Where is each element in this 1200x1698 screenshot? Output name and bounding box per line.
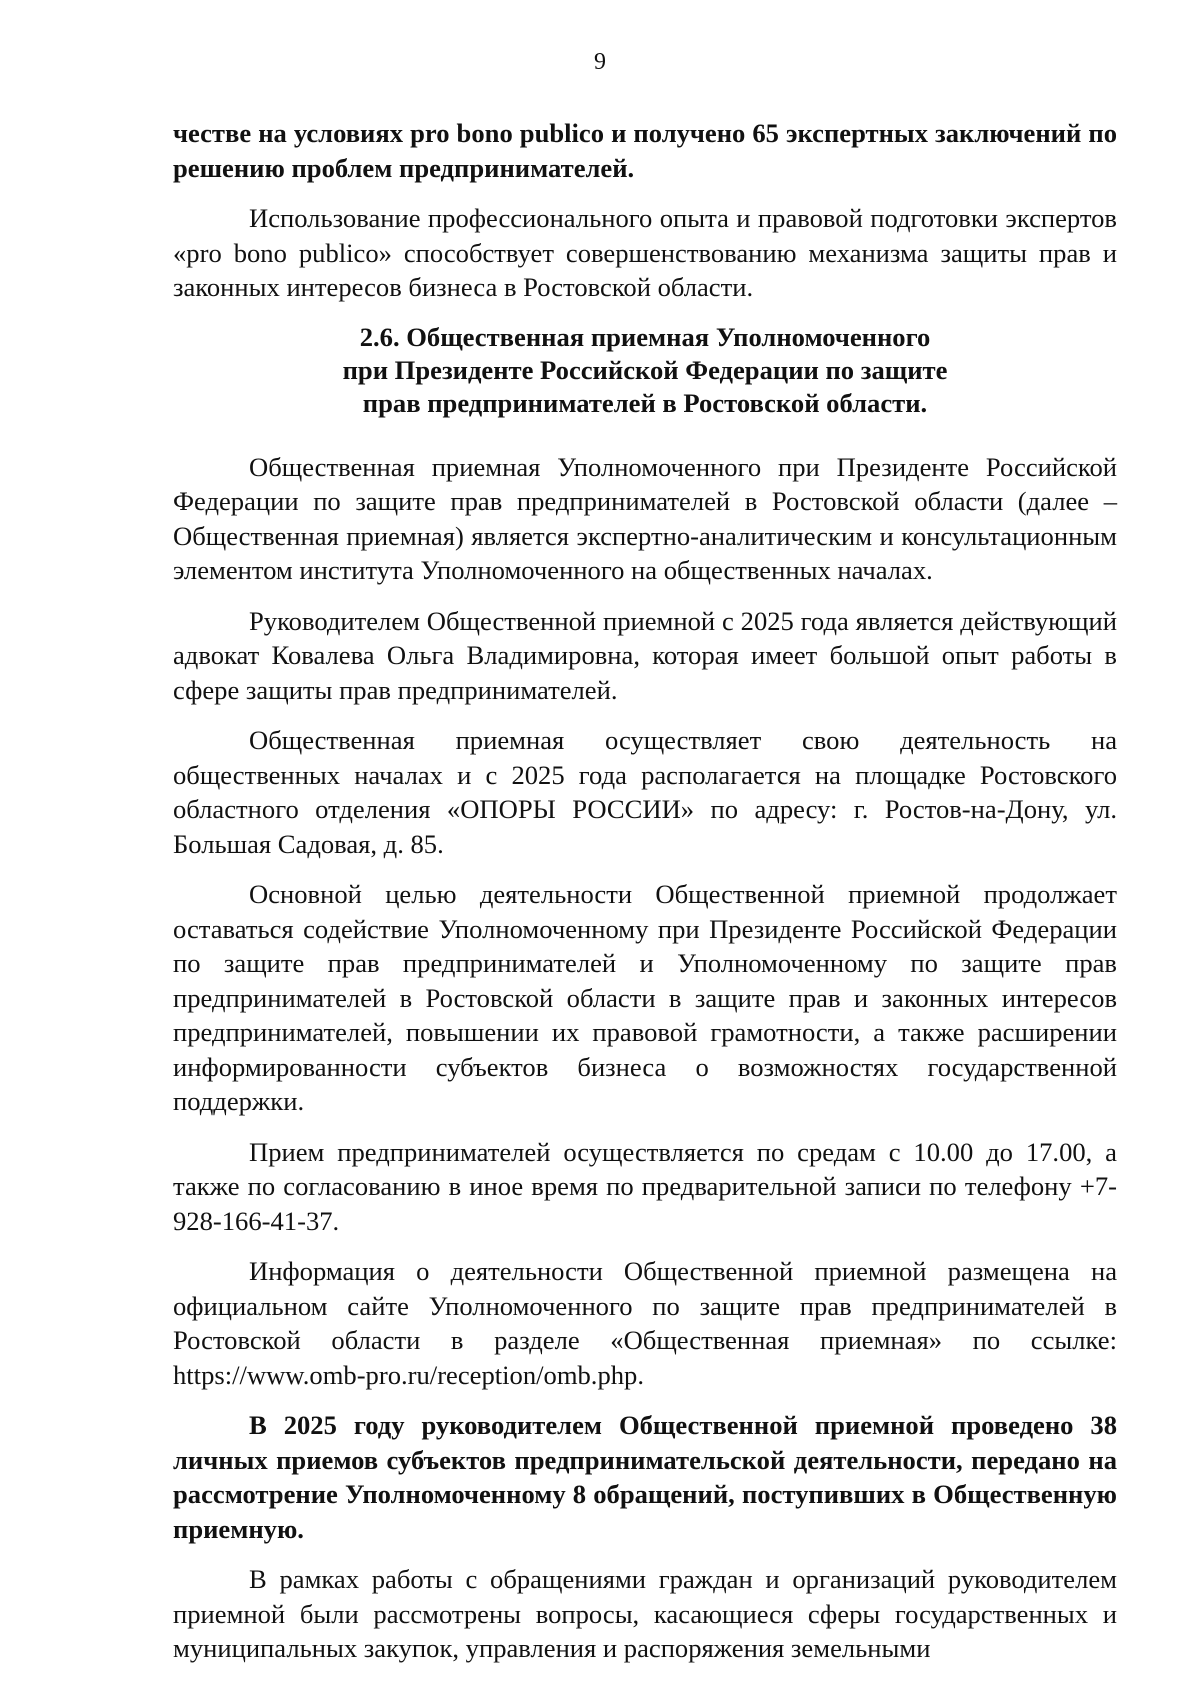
paragraph-location: Общественная приемная осуществляет свою деятельность на общественных началах и с 2025 года располагается на площадке Ростовского областного отделения «ОПОРЫ РОССИИ» по адресу: г. Ростов-на-Дону, ул. Большая Садовая, д. 85. xyxy=(173,725,1117,859)
paragraph-topics: В рамках работы с обращениями граждан и организаций руководителем приемной были рассмотрены вопросы, касающиеся сферы государственных и муниципальных закупок, управления и распоряжения земельными xyxy=(173,1564,1117,1663)
section-heading xyxy=(173,321,1117,420)
paragraph-goal: Основной целью деятельности Общественной приемной продолжает оставаться содействие Уполномоченному при Президенте Российской Федерации по защите прав предпринимателей и Уполномоченному по защите прав предпринимателей в Ростовской области в защите прав и законных интересов предпринимателей, повышении их правовой грамотности, а также расширении информированности субъектов бизнеса о возможностях государственной поддержки. xyxy=(173,879,1117,1116)
page-number: 9 xyxy=(594,49,606,75)
paragraph-schedule: Прием предпринимателей осуществляется по средам с 10.00 до 17.00, а также по согласованию в иное время по предварительной записи по телефону +7-928-166-41-37. xyxy=(173,1136,1117,1236)
section-heading-line-1: 2.6. Общественная приемная Уполномоченного xyxy=(359,321,931,352)
paragraph-head: Руководителем Общественной приемной с 2025 года является действующий адвокат Ковалева Ольга Владимировна, которая имеет большой опыт работы в сфере защиты прав предпринимателей. xyxy=(173,605,1117,705)
paragraph-results-bold: В 2025 году руководителем Общественной приемной проведено 38 личных приемов субъектов предпринимательской деятельности, передано на рассмотрение Уполномоченному 8 обращений, поступивших в Общественную приемную. xyxy=(173,1410,1117,1544)
section-heading-line-3: прав предпринимателей в Ростовской области. xyxy=(362,387,928,418)
paragraph-continued-bold: честве на условиях pro bono publico и получено 65 экспертных заключений по решению проблем предпринимателей. xyxy=(173,118,1117,183)
paragraph-pro-bono: Использование профессионального опыта и правовой подготовки экспертов «pro bono publico» способствует совершенствованию механизма защиты прав и законных интересов бизнеса в Ростовской области. xyxy=(173,203,1117,302)
page-content xyxy=(173,116,1117,1682)
section-heading-line-2: при Президенте Российской Федерации по защите xyxy=(342,354,948,385)
paragraph-website: Информация о деятельности Общественной приемной размещена на официальном сайте Уполномоченного по защите прав предпринимателей в Ростовской области в разделе «Общественная приемная» по ссылке: https://www.omb-pro.ru/reception/omb.php. xyxy=(173,1256,1117,1390)
paragraph-definition: Общественная приемная Уполномоченного при Президенте Российской Федерации по защите прав предпринимателей в Ростовской области (далее – Общественная приемная) является экспертно-аналитическим и консультационным элементом института Уполномоченного на общественных началах. xyxy=(173,451,1117,585)
